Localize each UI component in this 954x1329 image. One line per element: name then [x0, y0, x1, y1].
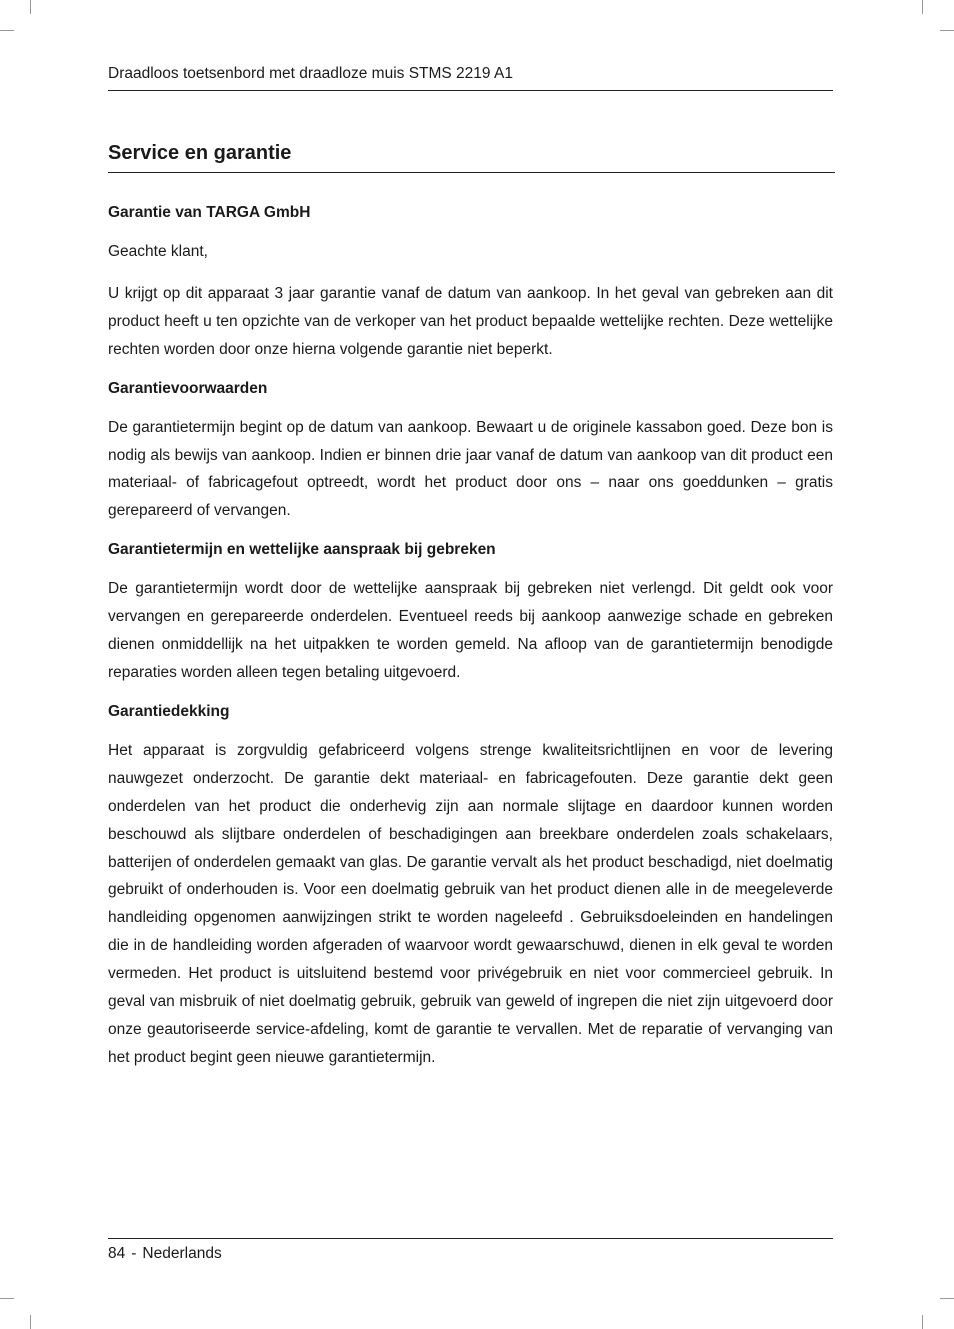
heading-garantietermijn: Garantietermijn en wettelijke aanspraak bij gebreken	[108, 541, 496, 559]
crop-mark	[0, 30, 14, 31]
section-title: Service en garantie	[108, 140, 835, 173]
crop-mark	[922, 0, 923, 14]
crop-mark	[30, 1315, 31, 1329]
paragraph-garantietermijn: De garantietermijn wordt door de wettelijke aanspraak bij gebreken niet verlengd. Dit geldt ook voor vervangen en gerepareerde onderdelen. Eventueel reeds bij aankoop aanwezige schade en gebreken dienen onmiddellijk na het uitpakken te worden gemeld. Na afloop van de garantietermijn benodigde reparaties worden alleen tegen betaling uitgevoerd.	[108, 580, 833, 681]
footer-language: Nederlands	[142, 1245, 222, 1262]
running-header: Draadloos toetsenbord met draadloze muis STMS 2219 A1	[108, 64, 833, 91]
heading-garantie-targa: Garantie van TARGA GmbH	[108, 204, 311, 221]
heading-garantievoorwaarden: Garantievoorwaarden	[108, 379, 268, 397]
paragraph-voorwaarden: De garantietermijn begint op de datum van aankoop. Bewaart u de originele kassabon goed. Deze bon is nodig als bewijs van aankoop. Indien er binnen drie jaar vanaf de datum van aankoop van dit product een materiaal- of fabricagefout optreedt, wordt het product door ons – naar ons goeddunken – gratis gerepareerd of vervangen.	[108, 418, 833, 520]
paragraph-intro: U krijgt op dit apparaat 3 jaar garantie vanaf de datum van aankoop. In het geval van gebreken aan dit product heeft u ten opzichte van de verkoper van het product bepaalde wettelijke rechten. Deze wettelijke rechten worden door onze hierna volgende garantie niet beperkt.	[108, 284, 833, 358]
crop-mark	[940, 1298, 954, 1299]
heading-garantiedekking: Garantiedekking	[108, 702, 230, 720]
crop-mark	[940, 30, 954, 31]
document-body	[108, 201, 833, 1085]
crop-mark	[922, 1315, 923, 1329]
running-footer	[108, 1238, 833, 1269]
page-number: 84	[108, 1245, 126, 1262]
paragraph-garantiedekking: Het apparaat is zorgvuldig gefabriceerd volgens strenge kwaliteitsrichtlijnen en voor de levering nauwgezet onderzocht. De garantie dekt materiaal- en fabricagefouten. Deze garantie dekt geen onderdelen van het product die onderhevig zijn aan normale slijtage en daardoor kunnen worden beschouwd als slijtbare onderdelen of beschadigingen aan breekbare onderdelen zoals schakelaars, batterijen of onderdelen gemaakt van glas. De garantie vervalt als het product beschadigd, niet doelmatig gebruikt of onderhouden is. Voor een doelmatig gebruik van het product dienen alle in de meegeleverde handleiding opgenomen aanwijzingen strikt te worden nageleefd . Gebruiksdoeleinden en handelingen die in de handleiding worden afgeraden of waarvoor wordt gewaarschuwd, dienen in elk geval te worden vermeden. Het product is uitsluitend bestemd voor privégebruik en niet voor commercieel gebruik. In geval van misbruik of niet doelmatig gebruik, gebruik van geweld of ingrepen die niet zijn uitgevoerd door onze geautoriseerde service-afdeling, komt de garantie te vervallen. Met de reparatie of vervanging van het product begint geen nieuwe garantietermijn.	[108, 741, 833, 1066]
footer-separator: -	[131, 1245, 137, 1262]
crop-mark	[30, 0, 31, 14]
greeting: Geachte klant,	[108, 243, 208, 260]
crop-mark	[0, 1298, 14, 1299]
